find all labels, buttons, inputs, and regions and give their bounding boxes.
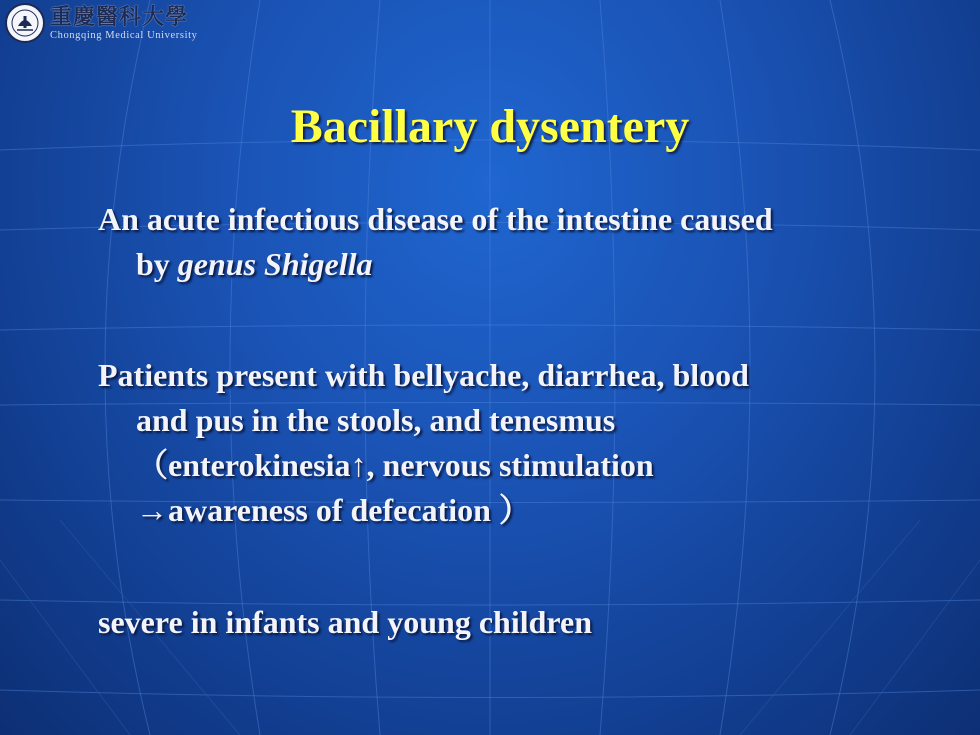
definition-genus: genus Shigella — [177, 246, 373, 282]
logo-english-name: Chongqing Medical University — [50, 30, 198, 41]
definition-line-1: An acute infectious disease of the intestine caused — [98, 201, 773, 237]
symptoms-line-3: （enterokinesia↑, nervous stimulation — [136, 447, 654, 483]
university-logo — [4, 2, 197, 44]
definition-prefix: by — [136, 246, 178, 282]
symptoms-line-4: →awareness of defecation ） — [136, 492, 531, 528]
severity-line-1: severe in infants and young children — [98, 604, 593, 640]
definition-line-2 — [98, 242, 928, 287]
logo-text — [50, 4, 197, 42]
university-seal-icon — [4, 2, 46, 44]
logo-chinese-name: 重慶醫科大學 — [50, 4, 189, 30]
symptoms-line-2: and pus in the stools, and tenesmus — [136, 402, 616, 438]
slide-title: Bacillary dysentery — [290, 100, 690, 153]
paragraph-symptoms — [98, 353, 928, 533]
paragraph-definition — [98, 197, 928, 287]
symptoms-line-1: Patients present with bellyache, diarrhea, blood — [98, 357, 749, 393]
paragraph-severity — [98, 600, 928, 645]
